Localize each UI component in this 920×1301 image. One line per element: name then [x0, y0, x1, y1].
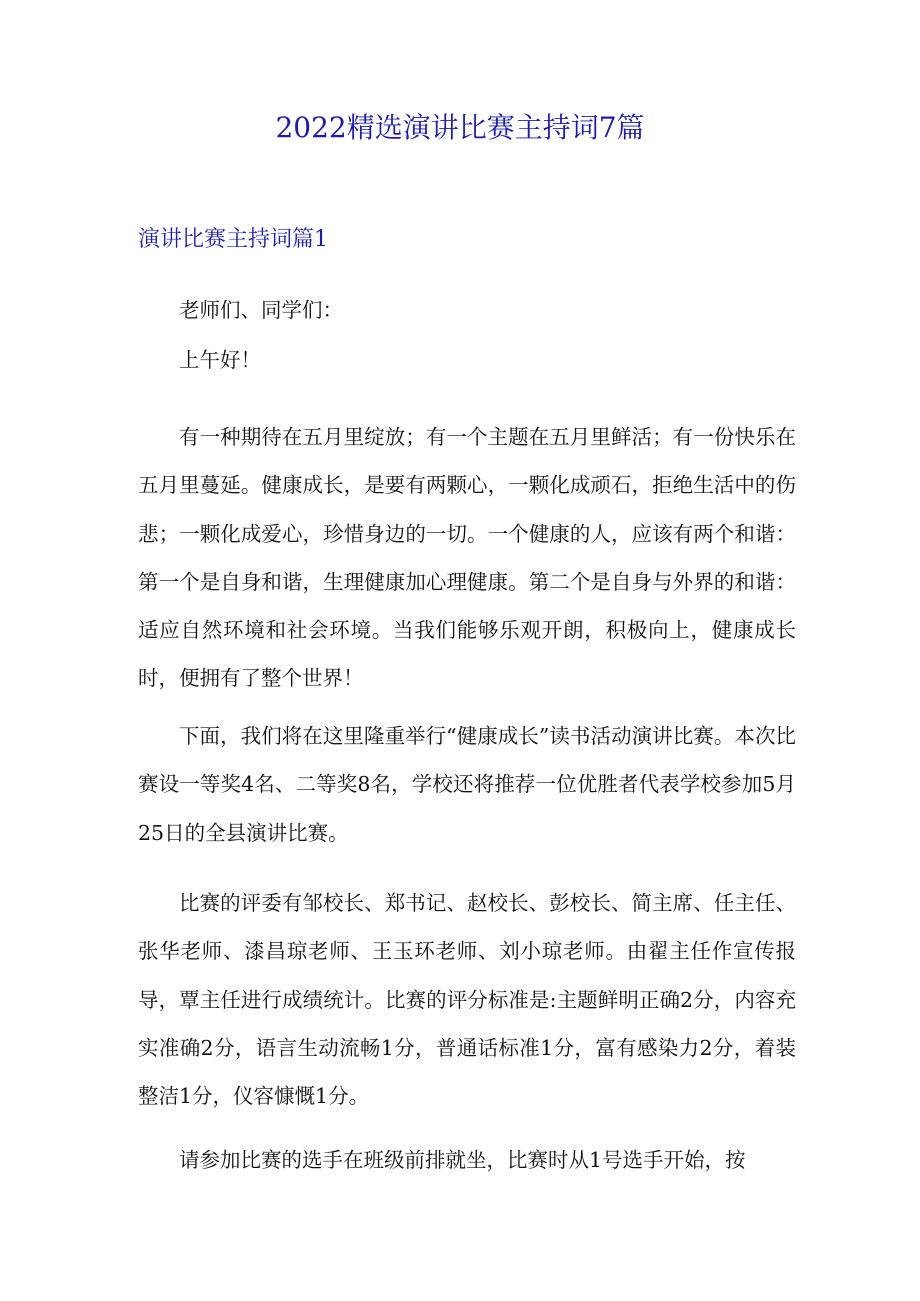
- body-paragraph: 比赛的评委有邹校长、郑书记、赵校长、彭校长、简主席、任主任、张华老师、漆昌琼老师、王玉环老师、刘小琼老师。由翟主任作宣传报导，覃主任进行成绩统计。比赛的评分标准是:主题鲜明正确2分，内容充实准确2分，语言生动流畅1分，普通话标准1分，富有感染力2分，着装整洁1分，仪容慷慨1分。: [138, 891, 796, 1109]
- greeting-text: 上午好！: [179, 348, 261, 372]
- body-paragraph: 有一种期待在五月里绽放；有一个主题在五月里鲜活；有一份快乐在五月里蔓延。健康成长，是要有两颗心，一颗化成顽石，拒绝生活中的伤悲；一颗化成爱心，珍惜身边的一切。一个健康的人，应该有两个和谐：第一个是自身和谐，生理健康加心理健康。第二个是自身与外界的和谐：适应自然环境和社会环境。当我们能够乐观开朗，积极向上，健康成长时，便拥有了整个世界！: [138, 425, 796, 691]
- body-paragraph: 请参加比赛的选手在班级前排就坐，比赛时从1号选手开始，按: [179, 1148, 746, 1172]
- salutation-text: 老师们、同学们：: [179, 298, 343, 322]
- document-title: 2022精选演讲比赛主持词7篇: [275, 111, 645, 144]
- body-paragraph: 下面，我们将在这里隆重举行“健康成长”读书活动演讲比赛。本次比赛设一等奖4名、二等奖8名，学校还将推荐一位优胜者代表学校参加5月25日的全县演讲比赛。: [138, 724, 796, 845]
- section-heading: 演讲比赛主持词篇1: [138, 227, 328, 252]
